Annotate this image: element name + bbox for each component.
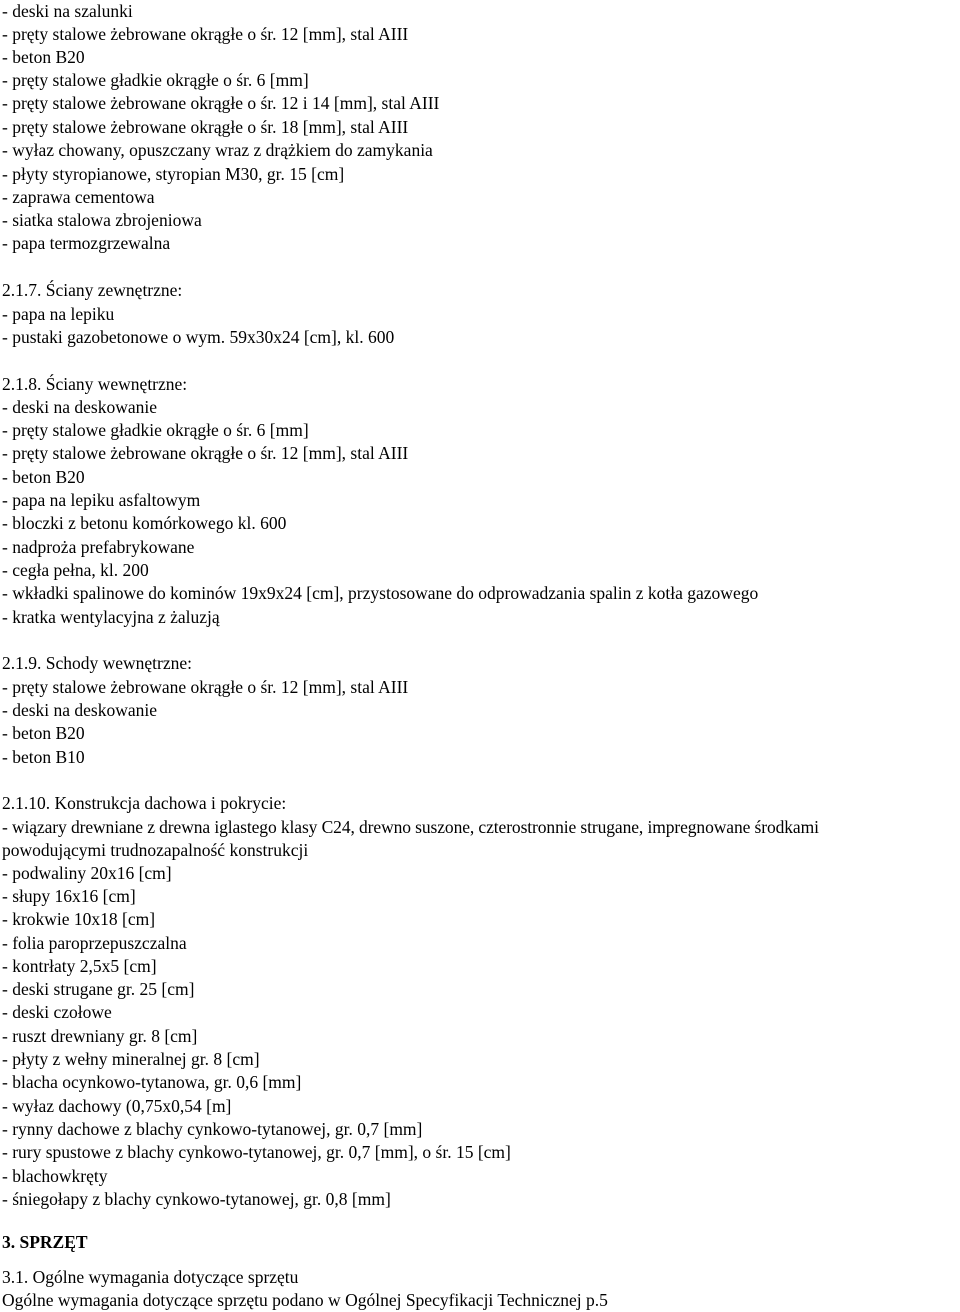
list-item: - folia paroprzepuszczalna xyxy=(2,933,187,953)
list-item: - wiązary drewniane z drewna iglastego klasy C24, drewno suszone, czterostronnie strugane, impregnowane środkami xyxy=(2,817,819,837)
list-item: - papa termozgrzewalna xyxy=(2,233,171,253)
list-item: - papa na lepiku asfaltowym xyxy=(2,490,201,510)
list-item: - cegła pełna, kl. 200 xyxy=(2,560,149,580)
list-item: - beton B20 xyxy=(2,723,85,743)
list-item: - pręty stalowe żebrowane okrągłe o śr. 12 [mm], stal AIII xyxy=(2,443,409,463)
list-item: - papa na lepiku xyxy=(2,304,115,324)
list-item: - beton B20 xyxy=(2,467,85,487)
list-item: - deski czołowe xyxy=(2,1002,112,1022)
list-item: - pustaki gazobetonowe o wym. 59x30x24 [cm], kl. 600 xyxy=(2,327,395,347)
list-item: - zaprawa cementowa xyxy=(2,187,155,207)
list-item: - płyty z wełny mineralnej gr. 8 [cm] xyxy=(2,1049,260,1069)
list-item: - pręty stalowe gładkie okrągłe o śr. 6 [mm] xyxy=(2,70,309,90)
list-item: - beton B20 xyxy=(2,47,85,67)
list-item: - nadproża prefabrykowane xyxy=(2,537,195,557)
chapter-heading: 3. SPRZĘT xyxy=(2,1232,88,1252)
list-item: - pręty stalowe żebrowane okrągłe o śr. 12 i 14 [mm], stal AIII xyxy=(2,93,440,113)
list-item: - bloczki z betonu komórkowego kl. 600 xyxy=(2,513,287,533)
list-item: - podwaliny 20x16 [cm] xyxy=(2,863,172,883)
list-item: - deski na deskowanie xyxy=(2,700,158,720)
paragraph: Ogólne wymagania dotyczące sprzętu podano w Ogólnej Specyfikacji Technicznej p.5 xyxy=(2,1290,608,1310)
list-item: - śniegołapy z blachy cynkowo-tytanowej, gr. 0,8 [mm] xyxy=(2,1189,391,1209)
list-item: - blacha ocynkowo-tytanowa, gr. 0,6 [mm] xyxy=(2,1072,302,1092)
list-item: - wyłaz chowany, opuszczany wraz z drążkiem do zamykania xyxy=(2,140,433,160)
list-item: - deski na deskowanie xyxy=(2,397,158,417)
list-item: - kontrłaty 2,5x5 [cm] xyxy=(2,956,157,976)
list-item: - deski strugane gr. 25 [cm] xyxy=(2,979,195,999)
list-item: - wyłaz dachowy (0,75x0,54 [m] xyxy=(2,1096,232,1116)
list-item: - krokwie 10x18 [cm] xyxy=(2,909,156,929)
section-heading-2-1-8: 2.1.8. Ściany wewnętrzne: xyxy=(2,374,188,394)
list-item: - pręty stalowe żebrowane okrągłe o śr. 12 [mm], stal AIII xyxy=(2,24,409,44)
section-heading-2-1-7: 2.1.7. Ściany zewnętrzne: xyxy=(2,280,183,300)
list-item: - deski na szalunki xyxy=(2,1,133,21)
list-item: - pręty stalowe żebrowane okrągłe o śr. 18 [mm], stal AIII xyxy=(2,117,409,137)
section-heading-2-1-9: 2.1.9. Schody wewnętrzne: xyxy=(2,653,193,673)
list-item: - blachowkręty xyxy=(2,1166,108,1186)
list-item: - pręty stalowe gładkie okrągłe o śr. 6 [mm] xyxy=(2,420,309,440)
list-item: - ruszt drewniany gr. 8 [cm] xyxy=(2,1026,198,1046)
list-item: - słupy 16x16 [cm] xyxy=(2,886,136,906)
list-item: - siatka stalowa zbrojeniowa xyxy=(2,210,202,230)
list-item: - rynny dachowe z blachy cynkowo-tytanowej, gr. 0,7 [mm] xyxy=(2,1119,423,1139)
list-item: - kratka wentylacyjna z żaluzją xyxy=(2,607,220,627)
list-item-continuation: powodującymi trudnozapalność konstrukcji xyxy=(2,840,309,860)
list-item: - beton B10 xyxy=(2,747,85,767)
section-heading-2-1-10: 2.1.10. Konstrukcja dachowa i pokrycie: xyxy=(2,793,287,813)
list-item: - wkładki spalinowe do kominów 19x9x24 [cm], przystosowane do odprowadzania spalin z kotła gazowego xyxy=(2,583,759,603)
list-item: - rury spustowe z blachy cynkowo-tytanowej, gr. 0,7 [mm], o śr. 15 [cm] xyxy=(2,1142,511,1162)
list-item: - pręty stalowe żebrowane okrągłe o śr. 12 [mm], stal AIII xyxy=(2,677,409,697)
section-heading-3-1: 3.1. Ogólne wymagania dotyczące sprzętu xyxy=(2,1267,299,1287)
list-item: - płyty styropianowe, styropian M30, gr. 15 [cm] xyxy=(2,164,345,184)
